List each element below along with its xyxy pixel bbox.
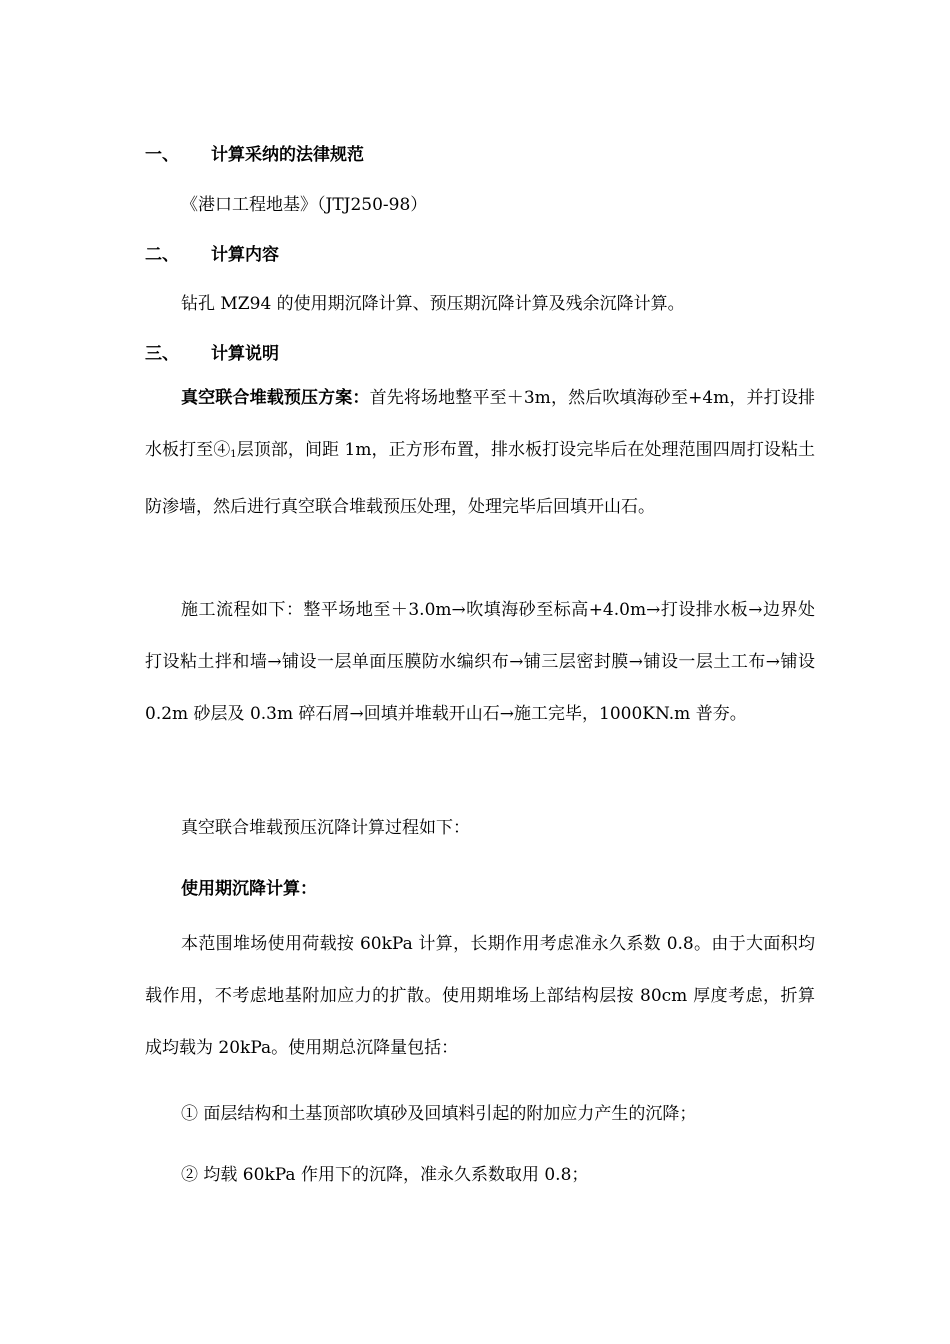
calculation-content: 钻孔 MZ94 的使用期沉降计算、预压期沉降计算及残余沉降计算。 xyxy=(181,294,685,314)
layer-subscript: 1 xyxy=(230,449,237,460)
scheme-paragraph xyxy=(145,372,815,533)
scheme-lead: 真空联合堆载预压方案： xyxy=(181,388,370,408)
scheme-text-a: 首先将场地整平至＋3m，然后吹填海砂至+4m，并打设排水板打至④ xyxy=(145,388,815,460)
section-title: 计算内容 xyxy=(211,245,279,265)
scheme-text-b: 层顶部，间距 1m，正方形布置，排水板打设完毕后在处理范围四周打设粘土防渗墙，然后进行真空联合堆载预压处理，处理完毕后回填开山石。 xyxy=(145,440,815,517)
section-title: 计算说明 xyxy=(211,344,279,364)
list-item: ② 均载 60kPa 作用下的沉降，准永久系数取用 0.8； xyxy=(181,1165,589,1185)
section-number: 一、 xyxy=(145,145,179,165)
usage-title: 使用期沉降计算： xyxy=(181,879,317,899)
calc-intro: 真空联合堆载预压沉降计算过程如下： xyxy=(181,818,470,838)
section-title: 计算采纳的法律规范 xyxy=(211,145,364,165)
standard-reference: 《港口工程地基》（JTJ250-98） xyxy=(181,195,428,215)
usage-paragraph: 本范围堆场使用荷载按 60kPa 计算，长期作用考虑准永久系数 0.8。由于大面积均载作用，不考虑地基附加应力的扩散。使用期堆场上部结构层按 80cm 厚度考虑，折算成均载为 20kPa。使用期总沉降量包括： xyxy=(145,934,815,1058)
list-item: ① 面层结构和土基顶部吹填砂及回填料引起的附加应力产生的沉降； xyxy=(181,1104,697,1124)
section-number: 三、 xyxy=(145,344,179,364)
section-number: 二、 xyxy=(145,245,179,265)
process-paragraph: 施工流程如下：整平场地至＋3.0m→吹填海砂至标高+4.0m→打设排水板→边界处打设粘土拌和墙→铺设一层单面压膜防水编织布→铺三层密封膜→铺设一层土工布→铺设 0.2m 砂层及 0.3m 碎石屑→回填并堆载开山石→施工完毕，1000KN.m 普夯。 xyxy=(145,600,815,724)
